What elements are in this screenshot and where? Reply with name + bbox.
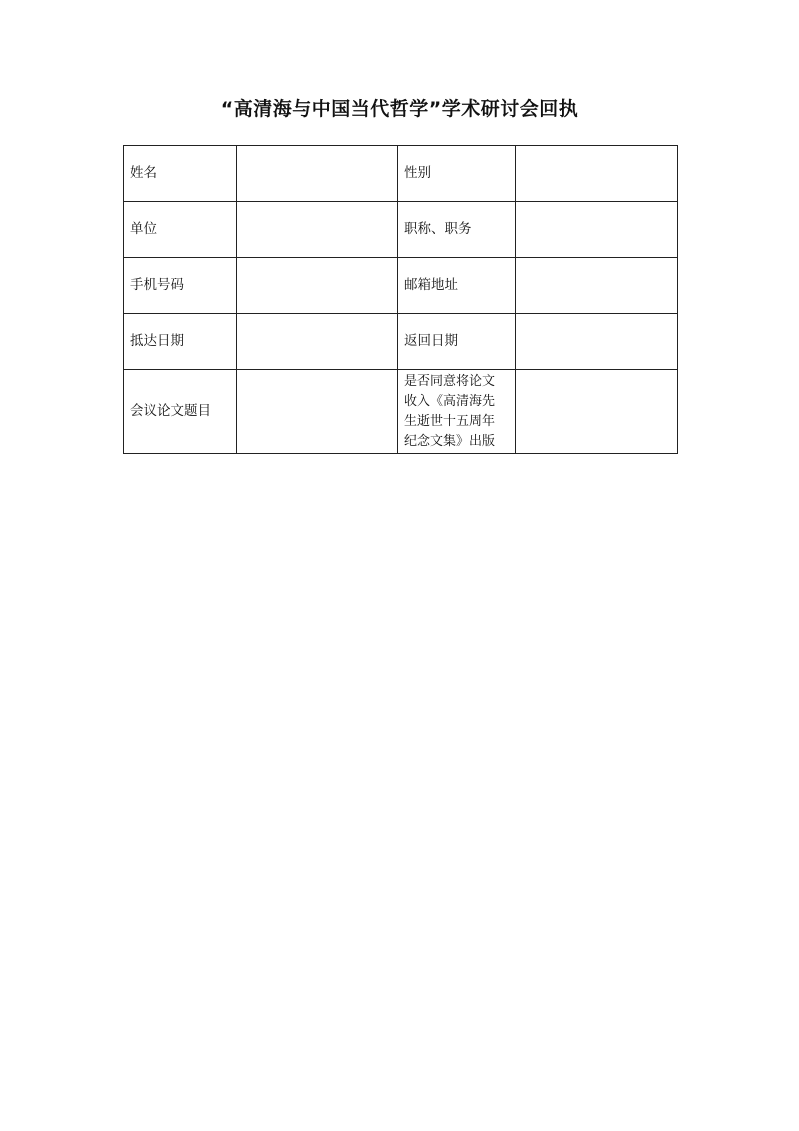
name-field[interactable] [243, 146, 397, 201]
return-date-field[interactable] [522, 314, 677, 369]
label-publication-consent [398, 370, 516, 454]
organization-field-cell[interactable] [237, 202, 398, 258]
label-arrival-date: 抵达日期 [124, 314, 237, 370]
label-paper-title: 会议论文题目 [124, 370, 237, 454]
page-title: “高清海与中国当代哲学”学术研讨会回执 [220, 98, 579, 120]
table-row-dates [124, 314, 678, 370]
consent-line-4: 纪念文集》出版 [404, 433, 496, 449]
label-email: 邮箱地址 [398, 258, 516, 314]
paper-title-field-cell[interactable] [237, 370, 398, 454]
email-field[interactable] [522, 258, 677, 313]
label-name: 姓名 [124, 146, 237, 202]
label-phone: 手机号码 [124, 258, 237, 314]
gender-field[interactable] [522, 146, 677, 201]
consent-line-3: 生逝世十五周年 [404, 413, 496, 429]
organization-field[interactable] [243, 202, 397, 257]
label-return-date: 返回日期 [398, 314, 516, 370]
table-row-contact [124, 258, 678, 314]
title-position-field-cell[interactable] [516, 202, 678, 258]
return-date-field-cell[interactable] [516, 314, 678, 370]
label-gender: 性别 [398, 146, 516, 202]
paper-title-field[interactable] [243, 370, 397, 453]
gender-field-cell[interactable] [516, 146, 678, 202]
publication-consent-field-cell[interactable] [516, 370, 678, 454]
name-field-cell[interactable] [237, 146, 398, 202]
reply-form-table [123, 145, 678, 454]
phone-field[interactable] [243, 258, 397, 313]
arrival-date-field-cell[interactable] [237, 314, 398, 370]
consent-line-1: 是否同意将论文 [404, 373, 496, 389]
publication-consent-field[interactable] [522, 370, 677, 453]
label-organization: 单位 [124, 202, 237, 258]
phone-field-cell[interactable] [237, 258, 398, 314]
label-title-position: 职称、职务 [398, 202, 516, 258]
table-row-name [124, 146, 678, 202]
table-row-paper [124, 370, 678, 454]
title-position-field[interactable] [522, 202, 677, 257]
consent-line-2: 收入《高清海先 [404, 393, 496, 409]
table-row-organization [124, 202, 678, 258]
arrival-date-field[interactable] [243, 314, 397, 369]
email-field-cell[interactable] [516, 258, 678, 314]
